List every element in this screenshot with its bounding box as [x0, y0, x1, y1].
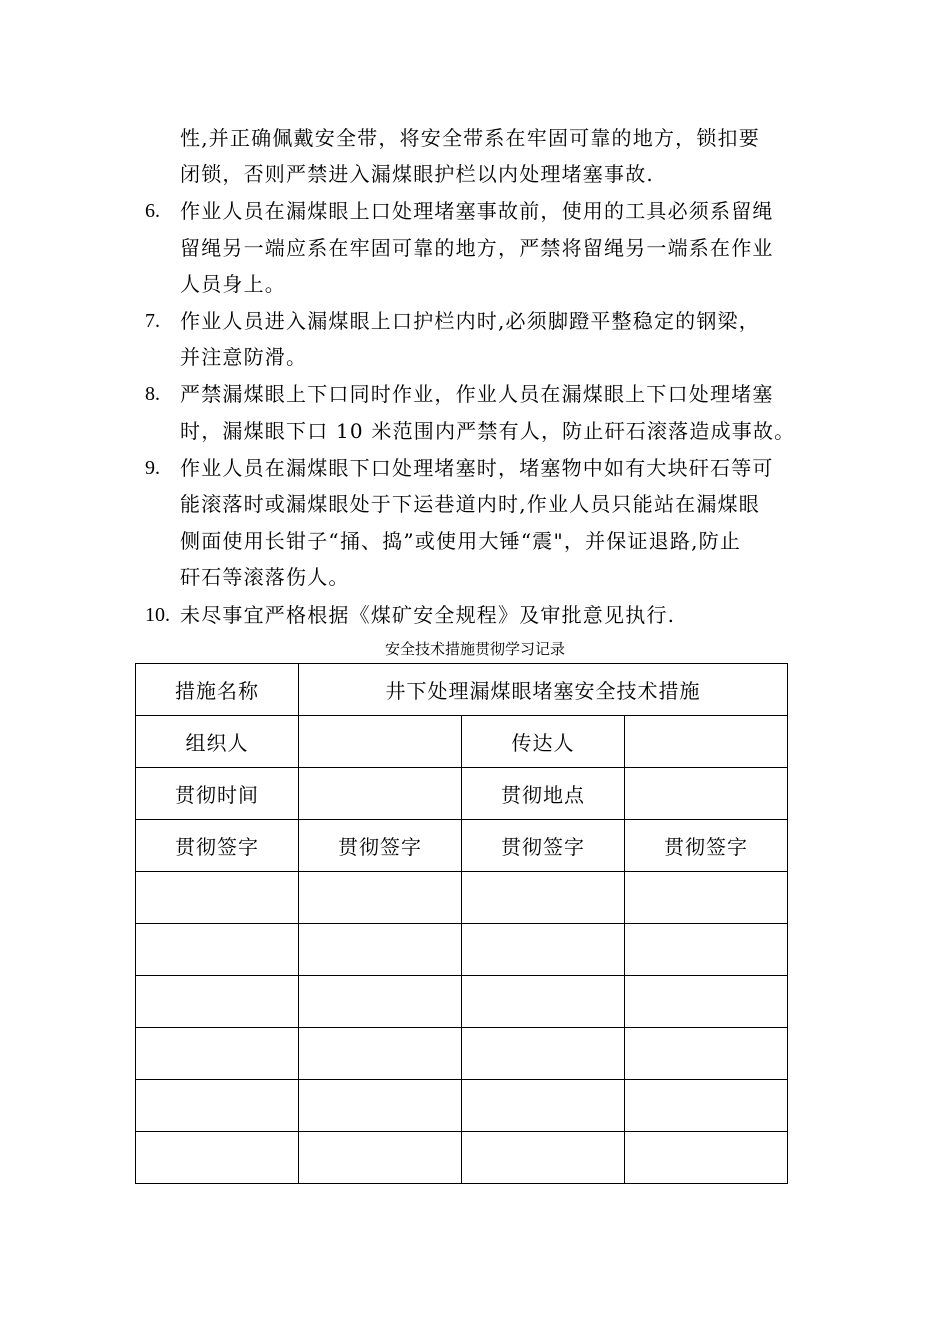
paragraph-5-line-1: 性,并正确佩戴安全带，将安全带系在牢固可靠的地方，锁扣要 [180, 126, 760, 150]
signature-header: 贯彻签字 [625, 820, 788, 872]
item-8-line-2: 时，漏煤眼下口 10 米范围内严禁有人，防止矸石滚落造成事故。 [180, 419, 796, 443]
item-10-number: 10. [145, 604, 170, 626]
item-9-line-1: 作业人员在漏煤眼下口处理堵塞时，堵塞物中如有大块矸石等可 [180, 456, 774, 480]
item-6-line-3: 人员身上。 [180, 272, 286, 296]
signature-cell[interactable] [136, 872, 299, 924]
table-row [136, 1080, 788, 1132]
table-row-measure-name [136, 664, 788, 716]
signature-cell[interactable] [625, 924, 788, 976]
signature-cell[interactable] [625, 1028, 788, 1080]
table-row-time-location [136, 768, 788, 820]
signature-cell[interactable] [462, 924, 625, 976]
table-row [136, 924, 788, 976]
table-row [136, 1028, 788, 1080]
table-row [136, 1132, 788, 1184]
signature-cell[interactable] [462, 976, 625, 1028]
item-9-line-4: 矸石等滚落伤人。 [180, 565, 350, 589]
study-record-table [135, 663, 788, 1184]
signature-cell[interactable] [625, 1080, 788, 1132]
item-10-line-1: 未尽事宜严格根据《煤矿安全规程》及审批意见执行. [180, 603, 676, 627]
organizer-label: 组织人 [136, 716, 299, 768]
signature-cell[interactable] [299, 1132, 462, 1184]
table-row-signature-headers [136, 820, 788, 872]
item-8-line-1: 严禁漏煤眼上下口同时作业，作业人员在漏煤眼上下口处理堵塞 [180, 382, 774, 406]
signature-cell[interactable] [136, 924, 299, 976]
signature-cell[interactable] [462, 1028, 625, 1080]
paragraph-5-line-2: 闭锁，否则严禁进入漏煤眼护栏以内处理堵塞事故. [180, 162, 654, 186]
item-7-number: 7. [145, 310, 160, 332]
signature-header: 贯彻签字 [299, 820, 462, 872]
measure-name-label: 措施名称 [136, 664, 299, 716]
table-row-organizer [136, 716, 788, 768]
item-6-number: 6. [145, 200, 160, 222]
signature-cell[interactable] [299, 872, 462, 924]
location-label: 贯彻地点 [462, 768, 625, 820]
measure-name-value: 井下处理漏煤眼堵塞安全技术措施 [299, 664, 788, 716]
table-caption: 安全技术措施贯彻学习记录 [384, 640, 565, 658]
time-label: 贯彻时间 [136, 768, 299, 820]
signature-cell[interactable] [462, 872, 625, 924]
signature-cell[interactable] [462, 1080, 625, 1132]
signature-cell[interactable] [299, 976, 462, 1028]
item-9-number: 9. [145, 457, 160, 479]
signature-cell[interactable] [625, 976, 788, 1028]
signature-cell[interactable] [299, 1028, 462, 1080]
signature-cell[interactable] [299, 1080, 462, 1132]
signature-cell[interactable] [625, 872, 788, 924]
item-7-line-1: 作业人员进入漏煤眼上口护栏内时,必须脚蹬平整稳定的钢梁， [180, 309, 760, 333]
item-9-line-3: 侧面使用长钳子“捅、捣”或使用大锤“震"，并保证退路,防止 [180, 529, 742, 553]
item-7-line-2: 并注意防滑。 [180, 345, 308, 369]
conveyor-label: 传达人 [462, 716, 625, 768]
item-6-line-2: 留绳另一端应系在牢固可靠的地方，严禁将留绳另一端系在作业 [180, 236, 774, 260]
signature-header: 贯彻签字 [136, 820, 299, 872]
item-8-number: 8. [145, 383, 160, 405]
signature-cell[interactable] [136, 976, 299, 1028]
item-6-line-1: 作业人员在漏煤眼上口处理堵塞事故前，使用的工具必须系留绳 [180, 199, 774, 223]
organizer-value-cell[interactable] [299, 716, 462, 768]
time-value-cell[interactable] [299, 768, 462, 820]
item-9-line-2: 能滚落时或漏煤眼处于下运巷道内时,作业人员只能站在漏煤眼 [180, 492, 760, 516]
location-value-cell[interactable] [625, 768, 788, 820]
signature-cell[interactable] [136, 1028, 299, 1080]
signature-header: 贯彻签字 [462, 820, 625, 872]
signature-cell[interactable] [136, 1132, 299, 1184]
table-row [136, 976, 788, 1028]
conveyor-value-cell[interactable] [625, 716, 788, 768]
table-row [136, 872, 788, 924]
signature-cell[interactable] [625, 1132, 788, 1184]
signature-cell[interactable] [299, 924, 462, 976]
signature-cell[interactable] [136, 1080, 299, 1132]
signature-cell[interactable] [462, 1132, 625, 1184]
